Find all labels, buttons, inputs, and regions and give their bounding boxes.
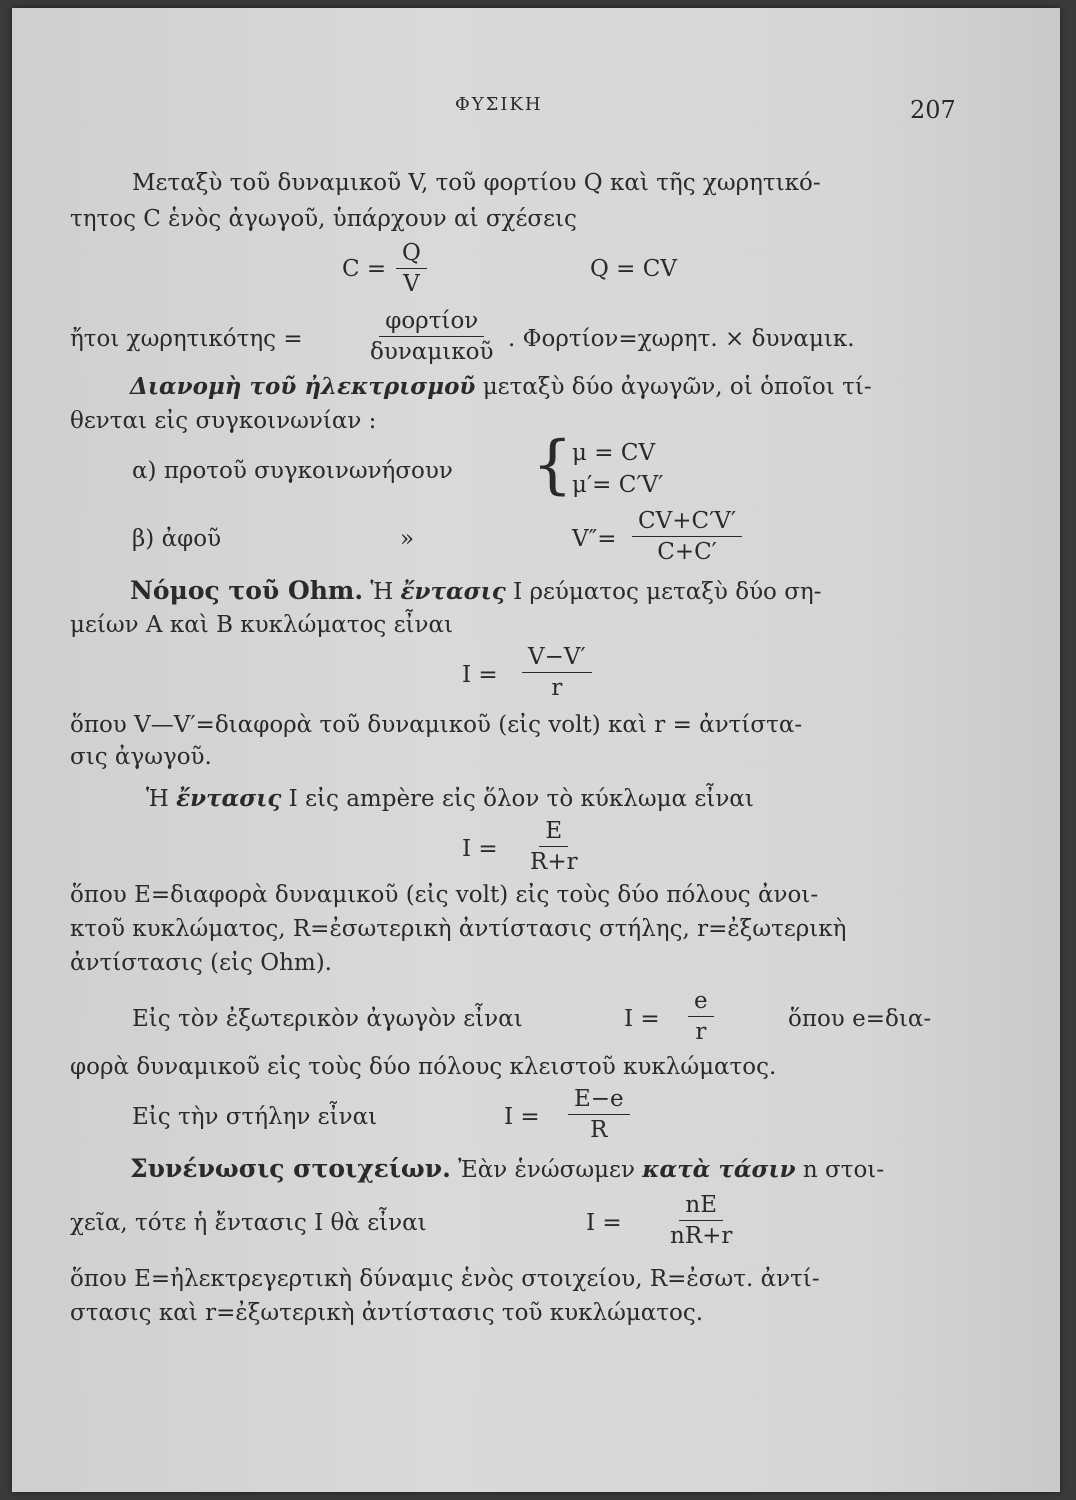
text-line: ἀντίστασις (εἰς Ohm). [70, 950, 332, 976]
text-line: φορὰ δυναμικοῦ εἰς τοὺς δύο πόλους κλειστοῦ κυκλώματος. [70, 1054, 777, 1080]
text-line: χεῖα, τότε ἡ ἔντασις I θὰ εἶναι [70, 1210, 427, 1236]
text: Ἡ [146, 786, 169, 812]
text-line: τητος C ἑνὸς ἀγωγοῦ, ὑπάρχουν αἱ σχέσεις [70, 206, 577, 232]
text-line: Εἰς τὸν ἐξωτερικὸν ἀγωγὸν εἶναι [132, 1006, 523, 1032]
formula-label: V″= [572, 526, 617, 552]
denominator: R [590, 1117, 608, 1143]
text: I εἰς ampère εἰς ὅλον τὸ κύκλωμα εἶναι [288, 786, 754, 812]
paragraph-line [146, 784, 754, 814]
section-heading: Συνένωσις στοιχείων. [130, 1154, 451, 1183]
text: n στοι- [802, 1157, 885, 1183]
ditto-mark: » [400, 526, 415, 552]
italic-term: κατὰ τάσιν [642, 1156, 796, 1183]
formula-label: I = [624, 1006, 660, 1032]
paragraph-line [130, 576, 821, 607]
text-line: σις ἀγωγοῦ. [70, 744, 212, 770]
numerator: Q [396, 240, 427, 269]
fraction [664, 1192, 738, 1249]
page-number: 207 [910, 96, 956, 124]
text-line: ὅπου Ε=ἠλεκτρεγερτικὴ δύναμις ἑνὸς στοιχείου, R=ἐσωτ. ἀντί- [70, 1266, 820, 1292]
text-line: α) προτοῦ συγκοινωνήσουν [132, 458, 453, 484]
text-line: ὅπου e=δια- [788, 1006, 932, 1032]
numerator: CV+C′V′ [632, 508, 742, 537]
numerator: V−V′ [522, 644, 592, 673]
text-line: β) ἀφοῦ [132, 526, 222, 552]
section-heading: Διανομὴ τοῦ ἠλεκτρισμοῦ [130, 373, 476, 400]
formula-label: I = [462, 836, 498, 862]
denominator: C+C′ [657, 539, 717, 565]
text: Ἡ [370, 579, 394, 605]
formula: μ = CV [572, 440, 656, 466]
denominator: r [695, 1019, 707, 1045]
numerator: E [539, 818, 568, 847]
numerator: e [688, 988, 714, 1017]
italic-term: ἔντασις [176, 785, 282, 812]
paragraph-line [130, 1154, 884, 1185]
denominator: r [551, 675, 563, 701]
denominator: R+r [530, 849, 578, 875]
text-line: ἤτοι χωρητικότης = [70, 326, 303, 352]
running-header: ΦΥΣΙΚΗ [455, 94, 543, 115]
text-line: θενται εἰς συγκοινωνίαν : [70, 408, 377, 434]
italic-term: ἔντασις [400, 578, 506, 605]
fraction [396, 240, 427, 297]
fraction [632, 508, 742, 565]
formula: Q = CV [590, 256, 677, 282]
text: I ρεύματος μεταξὺ δύο ση- [513, 579, 822, 605]
formula-label: I = [586, 1210, 622, 1236]
section-heading: Νόμος τοῦ Ohm. [130, 576, 364, 605]
text-line: . Φορτίον=χωρητ. × δυναμικ. [508, 326, 855, 352]
fraction [364, 308, 500, 365]
numerator: nE [679, 1192, 723, 1221]
left-brace: { [532, 428, 573, 502]
text: Ἐὰν ἑνώσωμεν [458, 1157, 635, 1183]
paragraph-line [130, 372, 872, 402]
formula-label: I = [504, 1104, 540, 1130]
text-line: στασις καὶ r=ἐξωτερικὴ ἀντίστασις τοῦ κυκλώματος. [70, 1300, 704, 1326]
numerator: E−e [568, 1086, 630, 1115]
text-line: μείων Α καὶ Β κυκλώματος εἶναι [70, 612, 454, 638]
text-line: Μεταξὺ τοῦ δυναμικοῦ V, τοῦ φορτίου Q καὶ τῆς χωρητικό- [132, 170, 821, 196]
formula-label: I = [462, 662, 498, 688]
text-line: ὅπου V—V′=διαφορὰ τοῦ δυναμικοῦ (εἰς volt) καὶ r = ἀντίστα- [70, 712, 803, 738]
denominator: δυναμικοῦ [370, 339, 494, 365]
numerator: φορτίον [379, 308, 484, 337]
formula: μ′= C′V′ [572, 472, 664, 498]
book-page [12, 8, 1060, 1492]
fraction [688, 988, 714, 1045]
text-line: ὅπου Ε=διαφορὰ δυναμικοῦ (εἰς volt) εἰς τοὺς δύο πόλους ἀνοι- [70, 882, 819, 908]
fraction [568, 1086, 630, 1143]
text-line: Εἰς τὴν στήλην εἶναι [132, 1104, 378, 1130]
text: μεταξὺ δύο ἀγωγῶν, οἱ ὁποῖοι τί- [482, 374, 872, 400]
denominator: V [403, 271, 420, 297]
denominator: nR+r [670, 1223, 733, 1249]
formula-label: C = [342, 256, 387, 282]
fraction [522, 644, 592, 701]
text-line: κτοῦ κυκλώματος, R=ἐσωτερικὴ ἀντίστασις στήλης, r=ἐξωτερικὴ [70, 916, 847, 942]
fraction [524, 818, 584, 875]
